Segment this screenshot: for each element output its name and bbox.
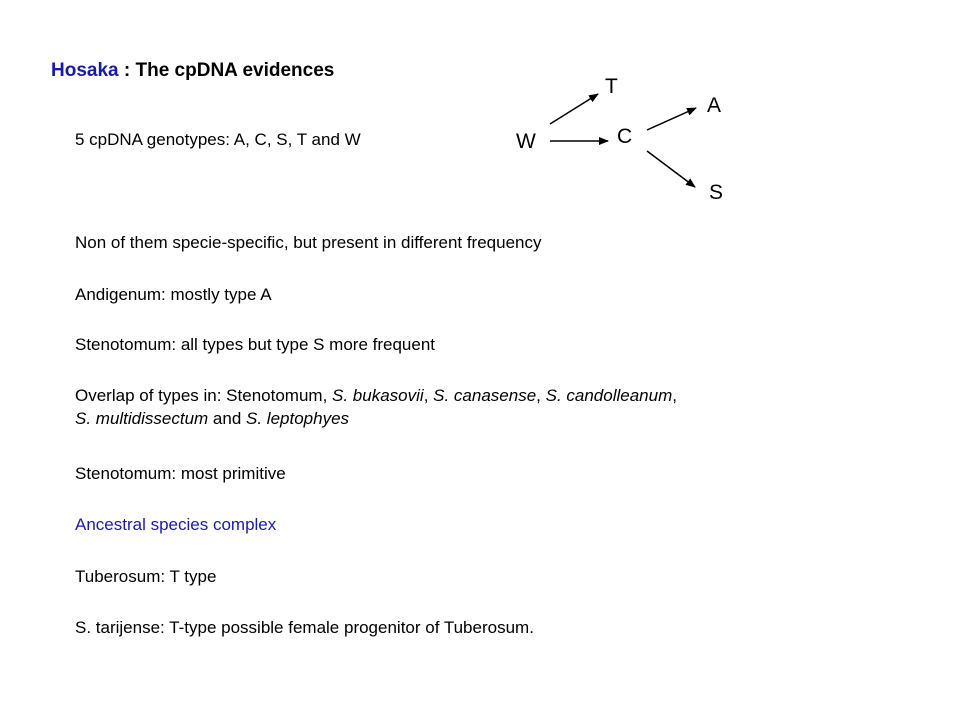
overlap-paragraph — [75, 384, 677, 430]
arrow-w-to-t — [550, 94, 598, 124]
slide-title — [51, 60, 334, 82]
title-separator: : — [118, 60, 136, 81]
species-bukasovii: S. bukasovii — [332, 386, 424, 405]
stenotomum-types-line: Stenotomum: all types but type S more frequent — [75, 335, 436, 354]
node-w: W — [516, 130, 536, 153]
node-t: T — [605, 75, 618, 98]
arrow-c-to-a — [647, 108, 696, 130]
title-topic: The cpDNA evidences — [135, 60, 335, 81]
overlap-text-5: and — [208, 409, 247, 428]
overlap-text-4: , — [672, 386, 677, 405]
species-candolleanum: S. candolleanum — [545, 386, 673, 405]
ancestral-line: Ancestral species complex — [75, 515, 277, 534]
overlap-text-1: Overlap of types in: Stenotomum, — [75, 386, 333, 405]
tarijense-line: S. tarijense: T-type possible female progenitor of Tuberosum. — [75, 618, 534, 637]
species-multidissectum: S. multidissectum — [75, 409, 209, 428]
primitive-line: Stenotomum: most primitive — [75, 464, 286, 483]
non-specific-line: Non of them specie-specific, but present in different frequency — [75, 233, 542, 252]
tuberosum-line: Tuberosum: T type — [75, 567, 217, 586]
arrow-c-to-s — [647, 151, 695, 187]
andigenum-line: Andigenum: mostly type A — [75, 285, 272, 304]
genotypes-line: 5 cpDNA genotypes: A, C, S, T and W — [75, 130, 361, 149]
node-s: S — [709, 181, 724, 204]
overlap-text-3: , — [536, 386, 546, 405]
overlap-text-2: , — [423, 386, 434, 405]
node-a: A — [707, 94, 722, 117]
node-c: C — [617, 125, 633, 148]
species-leptophyes: S. leptophyes — [246, 409, 350, 428]
title-author: Hosaka — [51, 60, 119, 81]
species-canasense: S. canasense — [433, 386, 537, 405]
